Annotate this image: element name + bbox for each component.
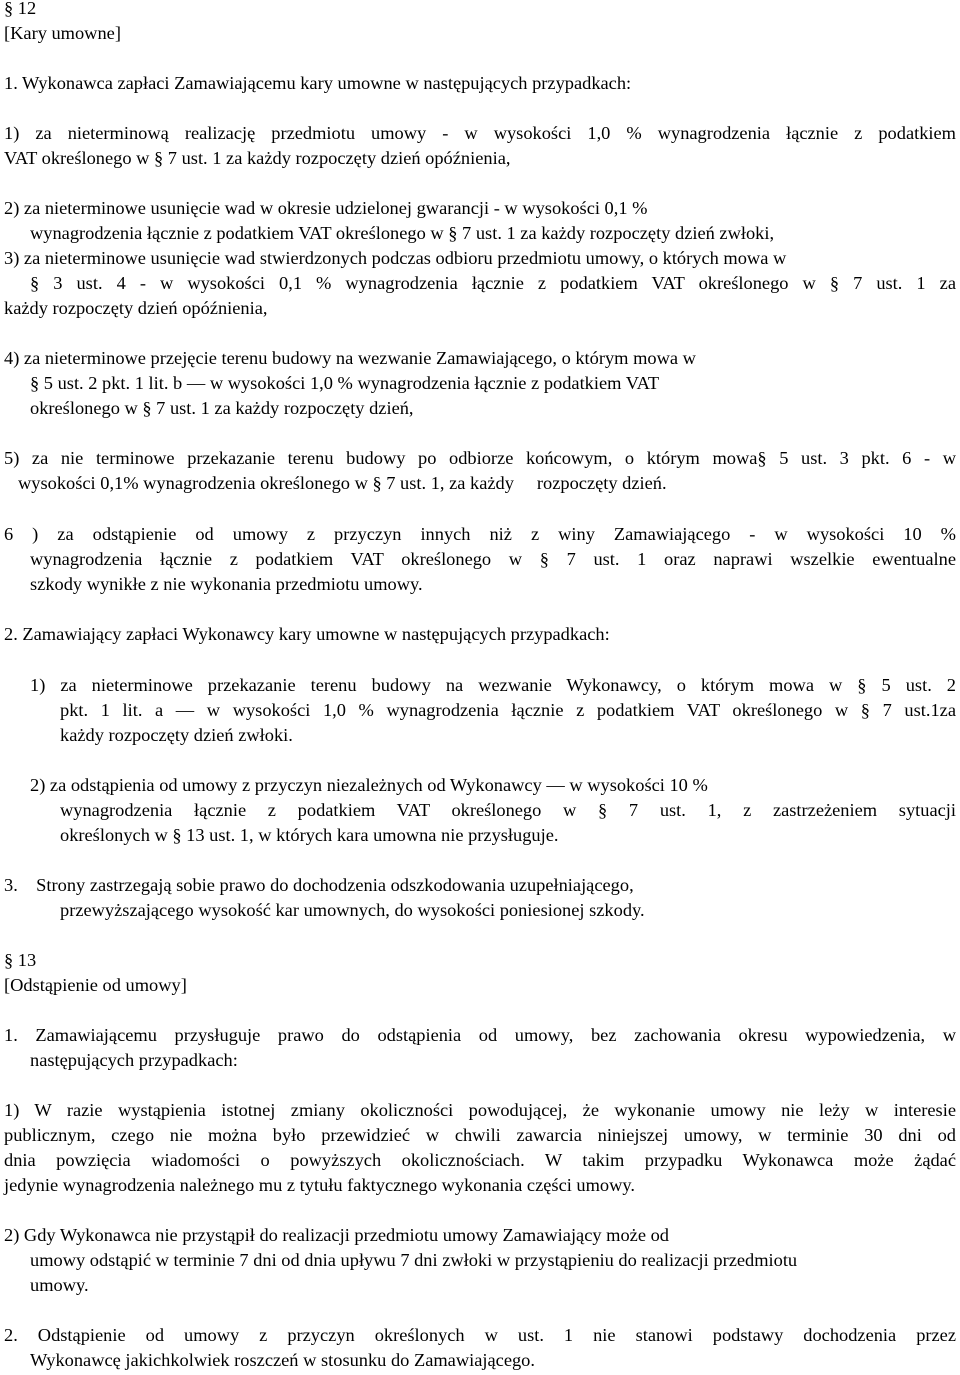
p2-item-2-line-1: 2) za odstąpienia od umowy z przyczyn niezależnych od Wykonawcy — w wysokości 10 % — [30, 775, 708, 795]
item-1-line-2: VAT określonego w § 7 ust. 1 za każdy rozpoczęty dzień opóźnienia, — [4, 148, 511, 168]
p2-item-1-line-2: pkt. 1 lit. a — w wysokości 1,0 % wynagrodzenia łącznie z podatkiem VAT określonego w § 7 ust.1za — [60, 700, 956, 720]
item-2-line-2: wynagrodzenia łącznie z podatkiem VAT określonego w § 7 ust. 1 za każdy rozpoczęty dzień zwłoki, — [30, 223, 775, 243]
s13-item-2-line-2: umowy odstąpić w terminie 7 dni od dnia upływu 7 dni zwłoki w przystąpieniu do realizacji przedmiotu — [30, 1250, 798, 1270]
item-4-line-3: określonego w § 7 ust. 1 za każdy rozpoczęty dzień, — [30, 398, 414, 418]
s13-paragraph-2-line-1: 2. Odstąpienie od umowy z przyczyn określonych w ust. 1 nie stanowi podstawy dochodzenia przez — [4, 1325, 956, 1345]
s13-paragraph-1-line-1: 1. Zamawiającemu przysługuje prawo do odstąpienia od umowy, bez zachowania okresu wypowiedzenia, w — [4, 1025, 956, 1045]
section-12-title: [Kary umowne] — [4, 23, 121, 43]
s13-item-1-line-3: dnia powzięcia wiadomości o powyższych okolicznościach. W takim przypadku Wykonawca może żądać — [4, 1150, 956, 1170]
item-3-line-2: § 3 ust. 4 - w wysokości 0,1 % wynagrodzenia łącznie z podatkiem VAT określonego w § 7 ust. 1 za — [30, 273, 956, 293]
item-2-line-1: 2) za nieterminowe usunięcie wad w okresie udzielonej gwarancji - w wysokości 0,1 % — [4, 198, 648, 218]
paragraph-2-intro: 2. Zamawiający zapłaci Wykonawcy kary umowne w następujących przypadkach: — [4, 624, 610, 644]
item-6-line-3: szkody wynikłe z nie wykonania przedmiotu umowy. — [30, 574, 423, 594]
item-5-line-1: 5) za nie terminowe przekazanie terenu budowy po odbiorze końcowym, o którym mowa§ 5 ust. 3 pkt. 6 - w — [4, 448, 956, 468]
section-13-title: [Odstąpienie od umowy] — [4, 975, 187, 995]
s13-item-2-line-1: 2) Gdy Wykonawca nie przystąpił do realizacji przedmiotu umowy Zamawiający może od — [4, 1225, 669, 1245]
s13-paragraph-1-line-2: następujących przypadkach: — [30, 1050, 238, 1070]
s13-item-1-line-2: publicznym, czego nie można było przewidzieć w chwili zawarcia niniejszej umowy, w terminie 30 dni od — [4, 1125, 956, 1145]
paragraph-3-line-1: 3. Strony zastrzegają sobie prawo do dochodzenia odszkodowania uzupełniającego, — [4, 875, 634, 895]
paragraph-1-intro: 1. Wykonawca zapłaci Zamawiającemu kary umowne w następujących przypadkach: — [4, 73, 632, 93]
s13-item-2-line-3: umowy. — [30, 1275, 89, 1295]
item-6-line-2: wynagrodzenia łącznie z podatkiem VAT określonego w § 7 ust. 1 oraz naprawi wszelkie ewentualne — [30, 549, 956, 569]
item-6-line-1: 6 ) za odstąpienie od umowy z przyczyn innych niż z winy Zamawiającego - w wysokości 10 % — [4, 524, 956, 544]
item-5-line-2: wysokości 0,1% wynagrodzenia określonego w § 7 ust. 1, za każdy rozpoczęty dzień. — [18, 473, 667, 493]
item-3-line-1: 3) za nieterminowe usunięcie wad stwierdzonych podczas odbioru przedmiotu umowy, o których mowa w — [4, 248, 787, 268]
p2-item-1-line-1: 1) za nieterminowe przekazanie terenu budowy na wezwanie Wykonawcy, o którym mowa w § 5 ust. 2 — [30, 675, 956, 695]
s13-item-1-line-1: 1) W razie wystąpienia istotnej zmiany okoliczności powodującej, że wykonanie umowy nie leży w interesie — [4, 1100, 956, 1120]
item-1-line-1: 1) za nieterminową realizację przedmiotu umowy - w wysokości 1,0 % wynagrodzenia łącznie z podatkiem — [4, 123, 956, 143]
p2-item-2-line-3: określonych w § 13 ust. 1, w których kara umowna nie przysługuje. — [60, 825, 559, 845]
section-13-number: § 13 — [4, 950, 37, 970]
s13-item-1-line-4: jedynie wynagrodzenia należnego mu z tytułu faktycznego wykonania części umowy. — [4, 1175, 636, 1195]
paragraph-3-line-2: przewyższającego wysokość kar umownych, do wysokości poniesionej szkody. — [60, 900, 645, 920]
item-4-line-2: § 5 ust. 2 pkt. 1 lit. b — w wysokości 1,0 % wynagrodzenia łącznie z podatkiem VAT — [30, 373, 660, 393]
p2-item-2-line-2: wynagrodzenia łącznie z podatkiem VAT określonego w § 7 ust. 1, z zastrzeżeniem sytuacji — [60, 800, 956, 820]
item-4-line-1: 4) za nieterminowe przejęcie terenu budowy na wezwanie Zamawiającego, o którym mowa w — [4, 348, 696, 368]
p2-item-1-line-3: każdy rozpoczęty dzień zwłoki. — [60, 725, 293, 745]
s13-paragraph-2-line-2: Wykonawcę jakichkolwiek roszczeń w stosunku do Zamawiającego. — [30, 1350, 535, 1370]
section-12-number: § 12 — [4, 0, 37, 18]
item-3-line-3: każdy rozpoczęty dzień opóźnienia, — [4, 298, 268, 318]
